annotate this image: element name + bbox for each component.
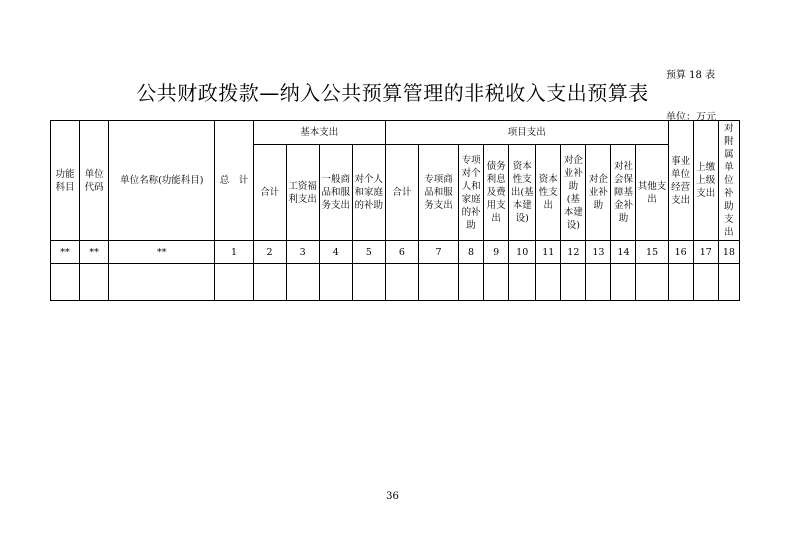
index-cell: 8	[459, 241, 484, 264]
data-cell	[636, 264, 668, 301]
header-special-goods: 专项商品和服务支出	[418, 145, 458, 241]
index-cell: 6	[385, 241, 418, 264]
header-capital: 资本性支出	[536, 145, 561, 241]
data-cell	[459, 264, 484, 301]
header-row-groups	[51, 121, 740, 145]
header-project-subtotal: 合计	[385, 145, 418, 241]
index-cell: **	[51, 241, 80, 264]
data-cell	[611, 264, 636, 301]
index-cell: 1	[215, 241, 253, 264]
data-cell	[109, 264, 215, 301]
header-individual-subsidy: 对个人和家庭的补助	[352, 145, 385, 241]
data-cell	[693, 264, 718, 301]
index-cell: 4	[319, 241, 352, 264]
header-enterprise-subsidy: 对企业补助	[586, 145, 611, 241]
index-cell: 5	[352, 241, 385, 264]
index-cell: **	[80, 241, 109, 264]
header-func-subject: 功能科目	[51, 121, 80, 241]
data-cell	[51, 264, 80, 301]
index-cell: 15	[636, 241, 668, 264]
header-unit-code: 单位代码	[80, 121, 109, 241]
index-cell: 3	[286, 241, 319, 264]
index-cell: 9	[484, 241, 509, 264]
index-cell: 7	[418, 241, 458, 264]
header-special-individual: 专项对个人和家庭的补助	[459, 145, 484, 241]
header-basic-expenditure: 基本支出	[253, 121, 385, 145]
index-cell: 16	[668, 241, 693, 264]
budget-table	[50, 120, 740, 301]
data-cell	[536, 264, 561, 301]
table-number: 预算 18 表	[666, 70, 716, 81]
data-cell	[668, 264, 693, 301]
header-total: 总 计	[215, 121, 253, 241]
data-cell	[586, 264, 611, 301]
data-cell	[352, 264, 385, 301]
header-debt-interest: 债务利息及费用支出	[484, 145, 509, 241]
index-cell: 10	[509, 241, 536, 264]
data-cell	[561, 264, 586, 301]
page-title: 公共财政拨款—纳入公共预算管理的非税收入支出预算表	[136, 81, 649, 105]
data-cell	[509, 264, 536, 301]
data-cell	[718, 264, 739, 301]
data-cell	[385, 264, 418, 301]
data-row-empty	[51, 264, 740, 301]
index-cell: **	[109, 241, 215, 264]
data-cell	[215, 264, 253, 301]
index-cell: 14	[611, 241, 636, 264]
header-capital-construction: 资本性支出(基本建设)	[509, 145, 536, 241]
header-basic-subtotal: 合计	[253, 145, 286, 241]
data-cell	[80, 264, 109, 301]
index-cell: 11	[536, 241, 561, 264]
index-cell: 13	[586, 241, 611, 264]
index-cell: 18	[718, 241, 739, 264]
index-cell: 17	[693, 241, 718, 264]
unit-label: 单位：万元	[666, 112, 716, 123]
header-enterprise-construction: 对企业补助(基本建设)	[561, 145, 586, 241]
header-project-expenditure: 项目支出	[385, 121, 668, 145]
header-affiliated: 对附属单位补助支出	[718, 121, 739, 241]
data-cell	[319, 264, 352, 301]
header-other: 其他支出	[636, 145, 668, 241]
index-cell: 12	[561, 241, 586, 264]
index-cell: 2	[253, 241, 286, 264]
header-wages: 工资福利支出	[286, 145, 319, 241]
index-row	[51, 241, 740, 264]
data-cell	[253, 264, 286, 301]
header-social-security: 对社会保障基金补助	[611, 145, 636, 241]
data-cell	[418, 264, 458, 301]
header-goods-services: 一般商品和服务支出	[319, 145, 352, 241]
header-superior: 上缴上级支出	[693, 121, 718, 241]
page-number: 36	[386, 491, 399, 502]
header-unit-name: 单位名称(功能科目)	[109, 121, 215, 241]
data-cell	[484, 264, 509, 301]
header-operating: 事业单位经营支出	[668, 121, 693, 241]
data-cell	[286, 264, 319, 301]
